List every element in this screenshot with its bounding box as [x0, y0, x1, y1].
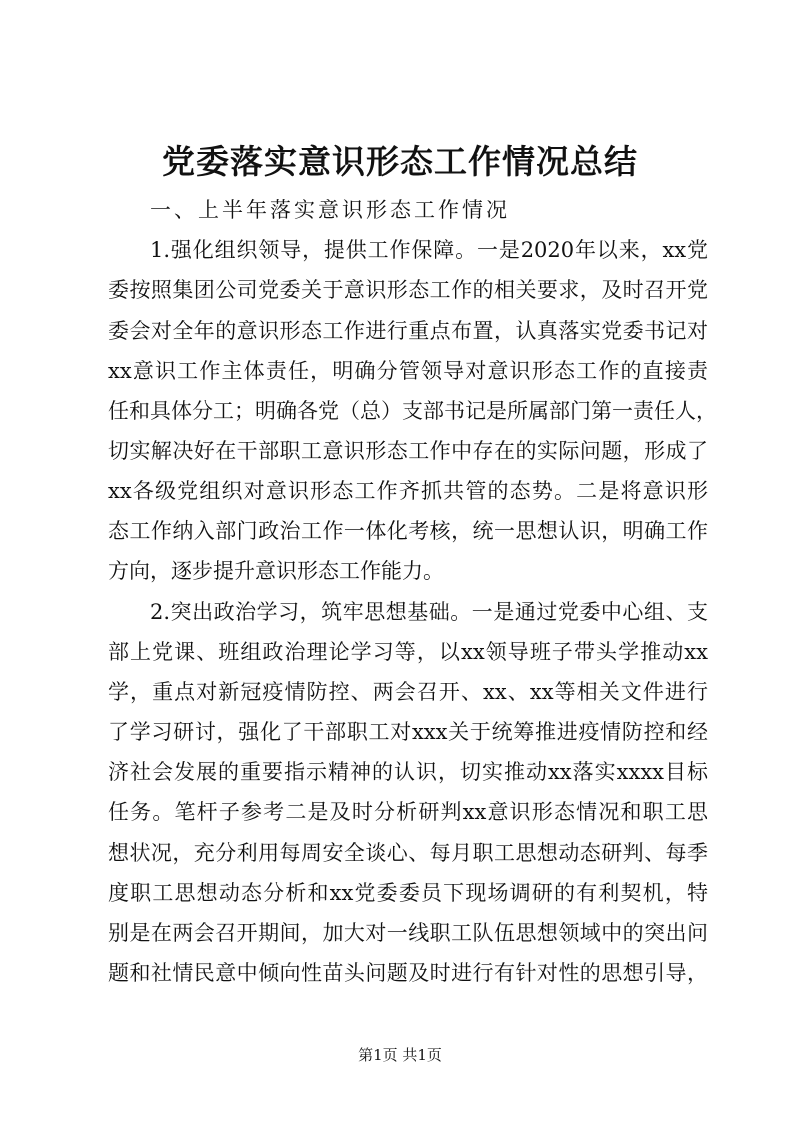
paragraph-1-line: 委按照集团公司党委关于意识形态工作的相关要求，及时召开党: [108, 278, 708, 302]
paragraph-1-line: 方向，逐步提升意识形态工作能力。: [108, 559, 444, 583]
paragraph-2-line: 度职工思想动态分析和xx党委委员下现场调研的有利契机，特: [108, 881, 708, 905]
paragraph-2-line: 济社会发展的重要指示精神的认识，切实推动xx落实xxxx目标: [108, 760, 708, 784]
paragraph-1-line: 态工作纳入部门政治工作一体化考核，统一思想认识，明确工作: [108, 519, 708, 543]
paragraph-2-line: 了学习研讨，强化了干部职工对xxx关于统筹推进疫情防控和经: [108, 720, 708, 744]
paragraph-2-line: 部上党课、班组政治理论学习等，以xx领导班子带头学推动xx: [108, 640, 708, 664]
paragraph-2-line: 任务。笔杆子参考二是及时分析研判xx意识形态情况和职工思: [108, 800, 708, 824]
paragraph-1-line: 委会对全年的意识形态工作进行重点布置，认真落实党委书记对: [108, 319, 708, 343]
document-title: 党委落实意识形态工作情况总结: [162, 142, 638, 181]
paragraph-1-line: 切实解决好在干部职工意识形态工作中存在的实际问题，形成了: [108, 439, 708, 463]
section-heading: 一、上半年落实意识形态工作情况: [150, 198, 510, 222]
page-indicator: 第1页 共1页: [358, 1046, 442, 1064]
paragraph-1-line: 1.强化组织领导，提供工作保障。一是2020年以来，xx党: [150, 238, 708, 262]
paragraph-2-line: 2.突出政治学习，筑牢思想基础。一是通过党委中心组、支: [150, 600, 708, 624]
paragraph-1-line: xx各级党组织对意识形态工作齐抓共管的态势。二是将意识形: [108, 479, 708, 503]
paragraph-2-line: 学，重点对新冠疫情防控、两会召开、xx、xx等相关文件进行: [108, 680, 708, 704]
paragraph-2-line: 别是在两会召开期间，加大对一线职工队伍思想领域中的突出问: [108, 921, 708, 945]
paragraph-2-line: 题和社情民意中倾向性苗头问题及时进行有针对性的思想引导，: [108, 961, 708, 985]
paragraph-1-line: xx意识工作主体责任，明确分管领导对意识形态工作的直接责: [108, 359, 708, 383]
paragraph-2-line: 想状况，充分利用每周安全谈心、每月职工思想动态研判、每季: [108, 841, 708, 865]
paragraph-1-line: 任和具体分工；明确各党（总）支部书记是所属部门第一责任人，: [108, 399, 717, 423]
